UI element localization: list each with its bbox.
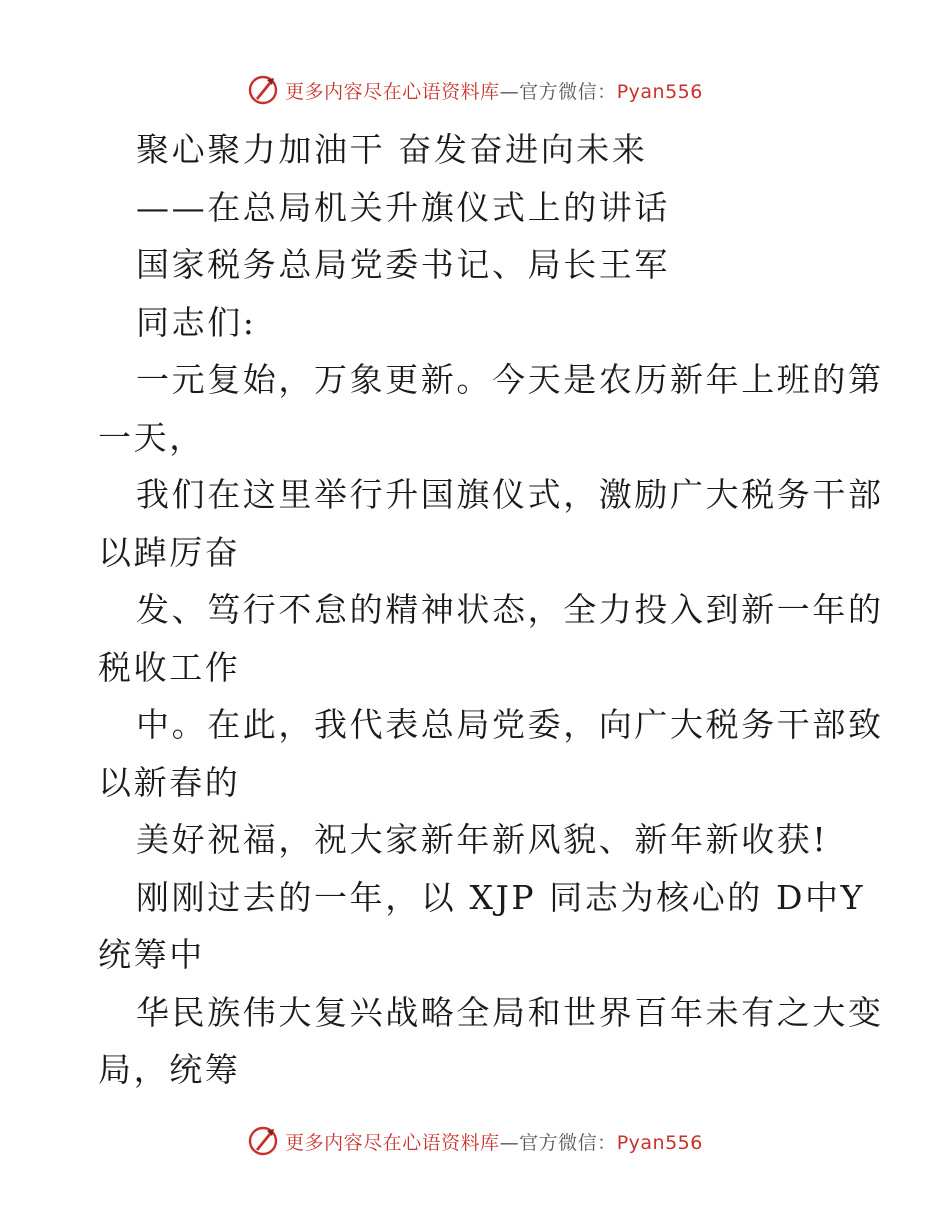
text-line: 国家税务总局党委书记、局长王军 (136, 245, 670, 284)
text-line: 统筹中 (98, 935, 205, 974)
text-line: 刚刚过去的一年，以 XJP 同志为核心的 D中Y (136, 877, 866, 917)
watermark-tail: 官方微信： (519, 1131, 617, 1154)
quill-logo-icon (247, 74, 279, 106)
text-line: 一天， (98, 417, 205, 457)
quill-logo-icon (247, 1125, 279, 1157)
text-line: 聚心聚力加油干 奋发奋进向未来 (136, 130, 648, 169)
watermark-tail: 官方微信： (519, 80, 617, 103)
document-body (98, 121, 884, 1099)
watermark-account: Pyan556 (616, 1131, 703, 1154)
text-line: 局，统筹 (98, 1050, 241, 1089)
text-line: 我们在这里举行升国旗仪式，激励广大税务干部 (136, 475, 884, 514)
footer-watermark (0, 1121, 950, 1161)
text-line: 以新春的 (98, 762, 241, 802)
text-line: 华民族伟大复兴战略全局和世界百年未有之大变 (136, 992, 884, 1032)
text-line: 税收工作 (98, 647, 241, 687)
watermark-separator: — (499, 80, 520, 103)
footer-watermark-text (285, 1128, 703, 1155)
text-line: 美好祝福，祝大家新年新风貌、新年新收获! (136, 820, 829, 859)
text-line: 中。在此，我代表总局党委，向广大税务干部致 (136, 705, 884, 744)
header-watermark (0, 70, 950, 110)
watermark-main: 更多内容尽在心语资料库 (285, 80, 500, 103)
text-line: 以踔厉奋 (98, 532, 241, 572)
text-line: 一元复始，万象更新。今天是农历新年上班的第 (136, 360, 884, 399)
watermark-separator: — (499, 1131, 520, 1154)
header-watermark-text (285, 77, 703, 104)
text-line: 同志们: (136, 302, 257, 342)
text-line: 发、笃行不怠的精神状态，全力投入到新一年的 (136, 590, 884, 629)
watermark-account: Pyan556 (616, 80, 703, 103)
text-line: ——在总局机关升旗仪式上的讲话 (136, 187, 670, 227)
watermark-main: 更多内容尽在心语资料库 (285, 1131, 500, 1154)
